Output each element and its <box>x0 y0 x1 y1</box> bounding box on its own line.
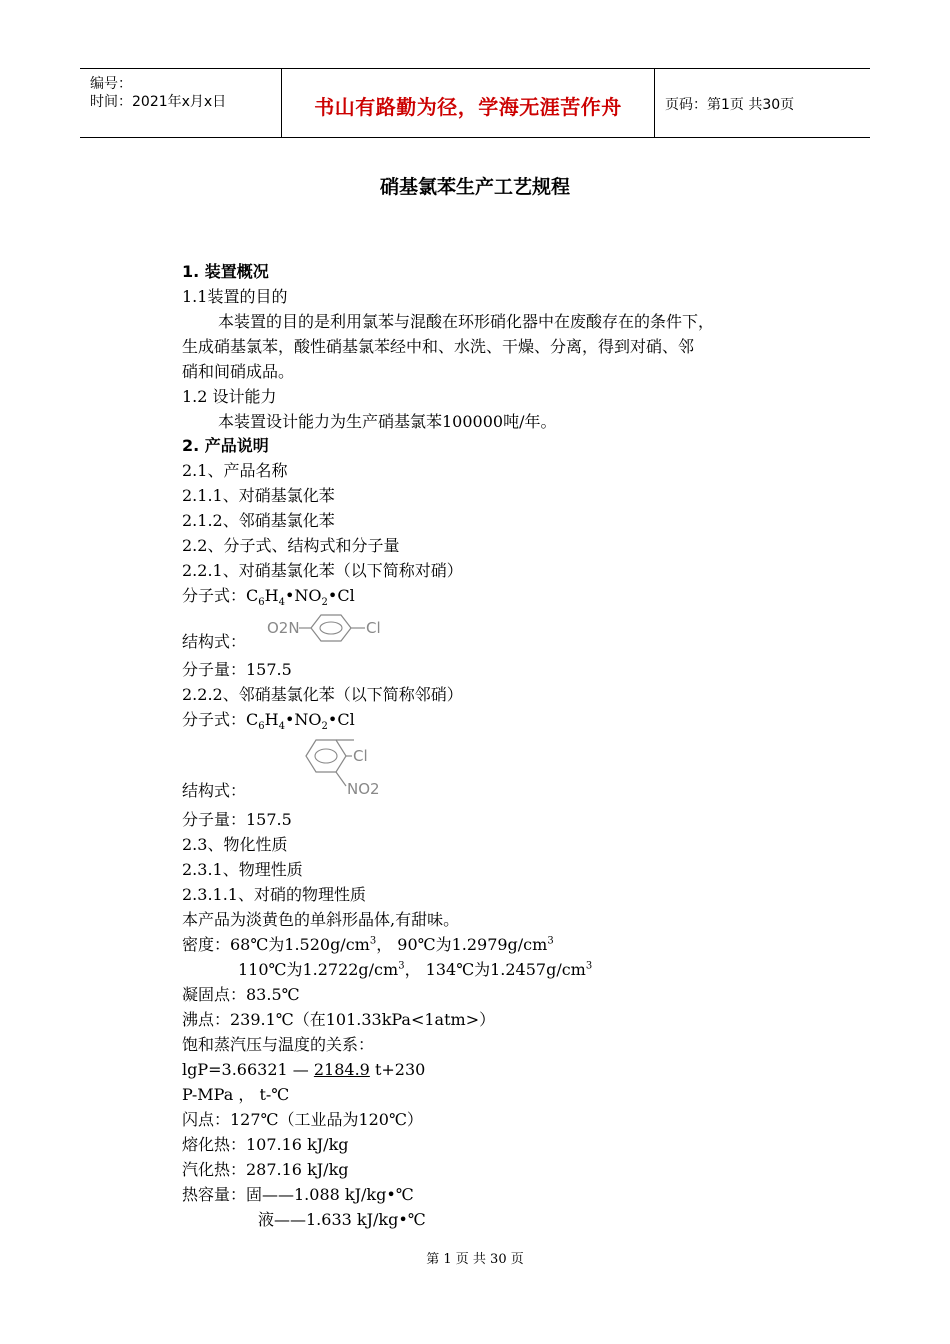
heat-capacity-liquid: 液——1.633 kJ/kg•℃ <box>258 1210 426 1229</box>
svg-text:NO2: NO2 <box>347 780 380 798</box>
section-2-2-2-heading: 2.2.2、邻硝基氯化苯（以下简称邻硝） <box>182 685 463 704</box>
document-title: 硝基氯苯生产工艺规程 <box>379 176 570 198</box>
paragraph-line: 生成硝基氯苯，酸性硝基氯苯经中和、水洗、干燥、分离，得到对硝、邻 <box>182 337 695 356</box>
ortho-nitrochlorobenzene-structure <box>302 734 392 800</box>
vapor-pressure-equation: lgP=3.66321 — 2184.9 t+230 <box>182 1060 426 1079</box>
density-line-2: 110℃为$1.2722g/cm^3$， 134℃为$1.2457g/cm^3$ <box>238 960 593 979</box>
equation-units: P-MPa ， t-℃ <box>182 1085 290 1104</box>
heat-of-fusion: 熔化热：107.16 kJ/kg <box>182 1135 349 1154</box>
product-description: 本产品为淡黄色的单斜形晶体,有甜味。 <box>182 910 460 929</box>
molecular-formula-para: 分子式：$C_6H_4•NO_2•Cl$ <box>182 586 355 609</box>
section-2-3-heading: 2.3、物化性质 <box>182 835 288 854</box>
svg-text:Cl: Cl <box>353 747 368 765</box>
page-info: 页码：第1页 共30页 <box>665 97 795 113</box>
section-2-1-1-heading: 2.1.1、对硝基氯化苯 <box>182 486 335 505</box>
section-2-3-1-1-heading: 2.3.1.1、对硝的物理性质 <box>182 885 366 904</box>
para-nitrochlorobenzene-structure <box>265 612 415 646</box>
molecular-weight-para: 分子量：157.5 <box>182 660 292 679</box>
section-1-heading: 1. 装置概况 <box>182 262 269 281</box>
structure-label-para: 结构式： <box>182 632 247 651</box>
number-label: 编号： <box>90 76 132 92</box>
molecular-formula-ortho: 分子式：$C_6H_4•NO_2•Cl$ <box>182 710 355 733</box>
heat-capacity-solid: 热容量：固——1.088 kJ/kg•℃ <box>182 1185 414 1204</box>
header-left-cell <box>80 69 282 137</box>
structure-label-ortho: 结构式： <box>182 781 247 800</box>
page-header <box>80 68 870 138</box>
time-label: 时间：2021年x月x日 <box>90 94 227 110</box>
flash-point: 闪点：127℃（工业品为120℃） <box>182 1110 423 1129</box>
section-2-3-1-heading: 2.3.1、物理性质 <box>182 860 303 879</box>
section-2-2-heading: 2.2、分子式、结构式和分子量 <box>182 536 400 555</box>
section-2-1-heading: 2.1、产品名称 <box>182 461 288 480</box>
paragraph-line: 本装置设计能力为生产硝基氯苯100000吨/年。 <box>218 412 557 431</box>
header-middle-cell <box>282 69 655 137</box>
motto: 书山有路勤为径，学海无涯苦作舟 <box>314 95 622 119</box>
page-footer: 第 1 页 共 30 页 <box>426 1252 524 1267</box>
header-right-cell <box>655 69 870 137</box>
section-2-heading: 2. 产品说明 <box>182 436 269 455</box>
vapor-pressure-label: 饱和蒸汽压与温度的关系： <box>182 1035 375 1054</box>
svg-text:Cl: Cl <box>366 619 381 637</box>
paragraph-line: 本装置的目的是利用氯苯与混酸在环形硝化器中在废酸存在的条件下， <box>218 312 715 331</box>
section-2-2-1-heading: 2.2.1、对硝基氯化苯（以下简称对硝） <box>182 561 463 580</box>
heat-of-vaporization: 汽化热：287.16 kJ/kg <box>182 1160 349 1179</box>
svg-text:O2N: O2N <box>267 619 300 637</box>
paragraph-line: 硝和间硝成品。 <box>182 362 295 381</box>
boiling-point: 沸点：239.1℃（在101.33kPa<1atm>） <box>182 1010 496 1029</box>
molecular-weight-ortho: 分子量：157.5 <box>182 810 292 829</box>
freezing-point: 凝固点：83.5℃ <box>182 985 300 1004</box>
section-1-1-heading: 1.1装置的目的 <box>182 287 288 306</box>
density-line-1: 密度：68℃为$1.520g/cm^3$， 90℃为$1.2979g/cm^3$ <box>182 935 554 954</box>
section-2-1-2-heading: 2.1.2、邻硝基氯化苯 <box>182 511 335 530</box>
section-1-2-heading: 1.2 设计能力 <box>182 387 277 406</box>
